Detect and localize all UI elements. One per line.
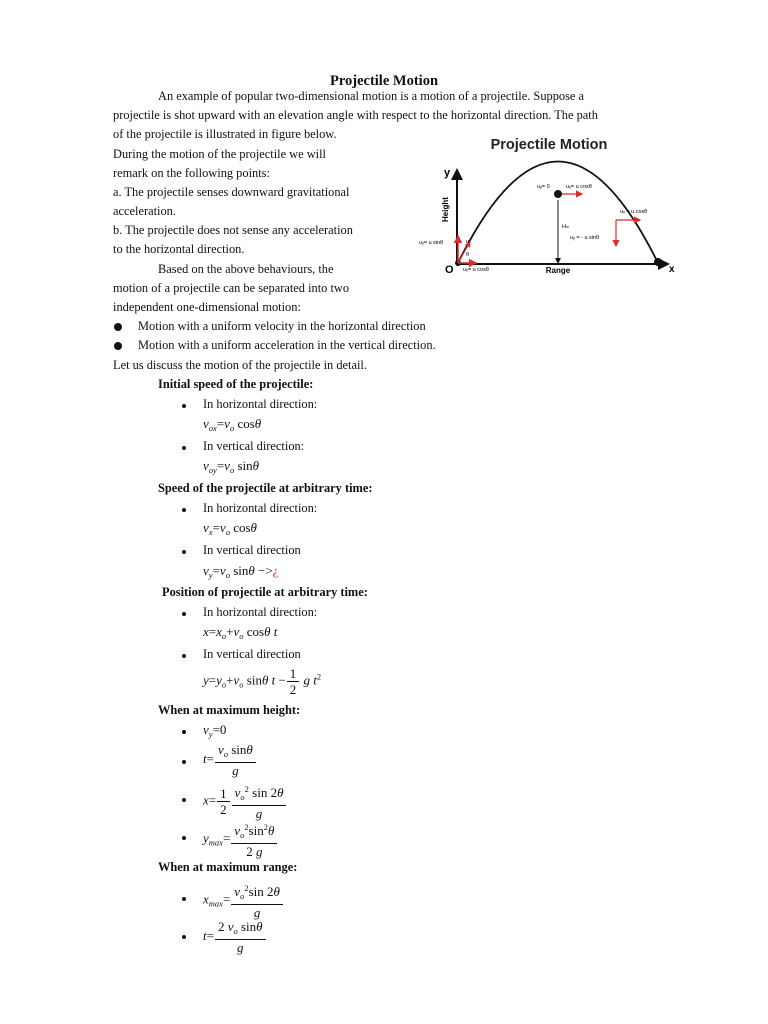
page-title: Projectile Motion [329, 73, 439, 89]
landing-point [654, 258, 662, 266]
origin-label: O [445, 264, 454, 276]
bullet-dot [182, 612, 186, 616]
descent-vy-label: uᵧ = - u sinθ [570, 235, 600, 241]
bullet-dot [182, 654, 186, 658]
label-horizontal: In horizontal direction: [203, 605, 318, 619]
projectile-figure [410, 130, 690, 280]
heading-arbitrary-speed: Speed of the projectile at arbitrary time: [158, 481, 373, 495]
remark-line-1: During the motion of the projectile we will [113, 147, 327, 161]
remark-line-3: a. The projectile senses downward gravitational [113, 185, 350, 199]
intro-line-1: An example of popular two-dimensional motion is a motion of a projectile. Suppose a [158, 89, 585, 103]
figure-title: Projectile Motion [490, 137, 608, 153]
bullet-dot [182, 897, 186, 901]
height-label: Height [441, 197, 450, 222]
intro-line-3: of the projectile is illustrated in figure below. [113, 127, 337, 141]
eq-x-top: x= $\frac{1}{2}$ $\frac{v_o^2 \sin 2\theta}{g}$ [203, 782, 287, 821]
heading-max-height: When at maximum height: [158, 703, 301, 717]
based-line-3: independent one-dimensional motion: [113, 300, 301, 314]
bullet-dot [182, 836, 186, 840]
bullet-uniform-velocity: Motion with a uniform velocity in the horizontal direction [138, 319, 426, 333]
intro-line-2: projectile is shot upward with an elevation angle with respect to the horizontal direction. The path [113, 108, 598, 122]
bullet-dot [182, 935, 186, 939]
eq-ymax: $y_{max}=$ $\frac{v_o^2\sin^2\theta}{2 g}$ [203, 820, 278, 859]
discuss-line: Let us discuss the motion of the projectile in detail. [113, 358, 367, 372]
launch-angle-label: θ [466, 252, 470, 258]
heading-max-range: When at maximum range: [158, 860, 298, 874]
eq-t-top: t= $\frac{v_o \sin\theta}{g}$ [203, 742, 257, 778]
remark-line-4: acceleration. [113, 204, 176, 218]
bullet-dot [114, 342, 122, 350]
apex-point [554, 190, 562, 198]
label-horizontal: In horizontal direction: [203, 501, 318, 515]
bullet-dot [182, 508, 186, 512]
descent-vx-label: uₓ = u cosθ [620, 209, 648, 215]
eq-xmax: $x_{max}=$ $\frac{v_o^2\sin 2\theta}{g}$ [203, 881, 284, 920]
apex-vx-label: uₓ= u cosθ [566, 184, 592, 190]
bullet-dot [114, 323, 122, 331]
bullet-dot [182, 798, 186, 802]
eq-vy-zero: $v_y=0$ [203, 722, 227, 739]
label-vertical: In vertical direction: [203, 439, 305, 453]
bullet-dot [182, 446, 186, 450]
remark-line-2: remark on the following points: [113, 166, 270, 180]
eq-vx: $v_x=v_o$ cosθ [203, 520, 257, 537]
apex-vy-label: uᵧ= 0 [537, 184, 550, 190]
bullet-dot [182, 760, 186, 764]
label-vertical: In vertical direction [203, 647, 301, 661]
launch-vy-label: uᵧ= u sinθ [419, 240, 444, 246]
eq-t-range: t= $\frac{2 v_o \sin\theta}{g}$ [203, 919, 267, 955]
label-horizontal: In horizontal direction: [203, 397, 318, 411]
eq-vox: $v_{ox}=v_o$ cosθ [203, 416, 262, 433]
heading-position: Position of projectile at arbitrary time: [162, 585, 368, 599]
launch-vx-label: uₓ= u cosθ [463, 267, 489, 273]
based-line-1: Based on the above behaviours, the [158, 262, 334, 276]
remark-line-6: to the horizontal direction. [113, 242, 245, 256]
eq-vy: $v_y=v_o$ sinθ −>¿ [203, 563, 279, 580]
bullet-dot [182, 550, 186, 554]
y-axis-label: y [444, 167, 451, 179]
range-label: Range [545, 266, 571, 275]
bullet-uniform-acceleration: Motion with a uniform acceleration in the vertical direction. [138, 338, 436, 352]
eq-x: $x=x_o+v_o$ cosθ t [203, 624, 278, 641]
bullet-dot [182, 404, 186, 408]
remark-line-5: b. The projectile does not sense any acceleration [113, 223, 353, 237]
launch-speed-label: u [466, 239, 470, 245]
based-line-2: motion of a projectile can be separated into two [113, 281, 350, 295]
bullet-dot [182, 730, 186, 734]
eq-voy: $v_{oy}=v_o$ sinθ [203, 458, 259, 475]
heading-initial-speed: Initial speed of the projectile: [158, 377, 314, 391]
eq-y: $y=y_o+v_o$ sinθ t − $\frac{1}{2}$ g $t^2$ [203, 666, 322, 697]
x-axis-label: x [669, 264, 675, 275]
label-vertical: In vertical direction [203, 543, 301, 557]
max-height-label: Hₘ [562, 224, 570, 230]
